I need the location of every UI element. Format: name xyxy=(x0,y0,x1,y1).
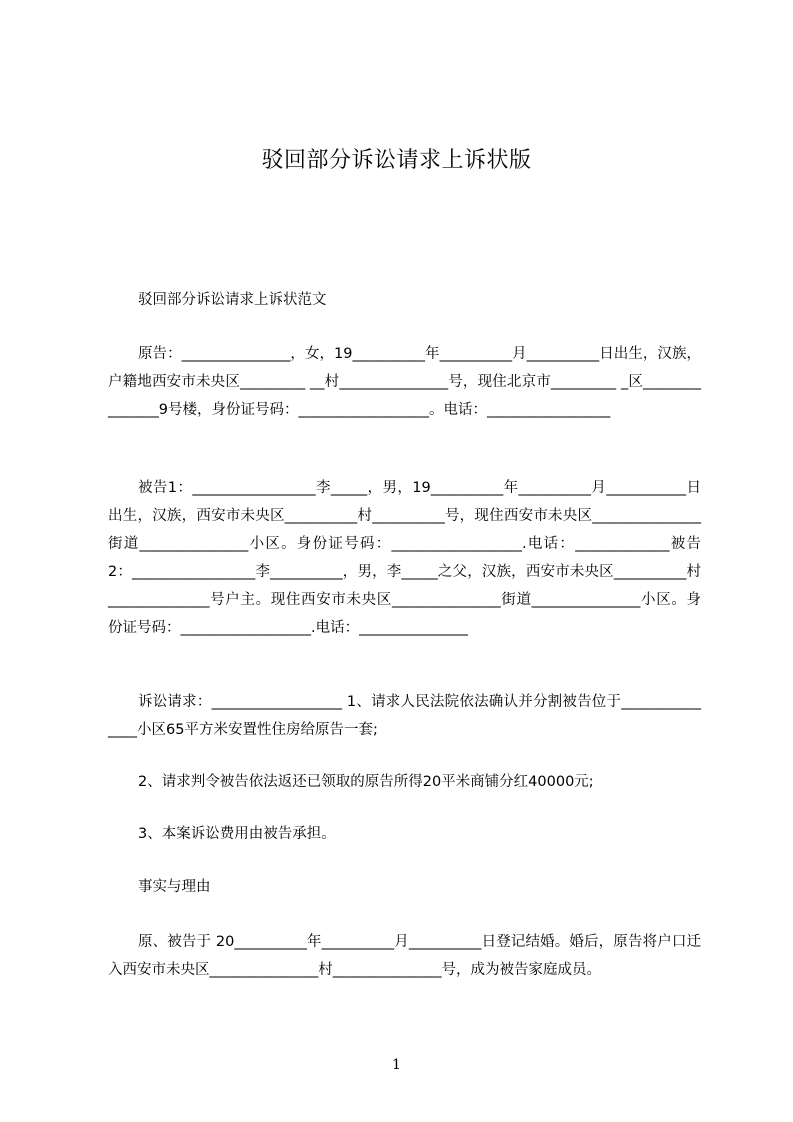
facts-heading: 事实与理由 xyxy=(138,879,211,895)
document-title: 驳回部分诉讼请求上诉状版 xyxy=(261,148,532,173)
claims-paragraph: 诉讼请求：__________________ 1、请求人民法院依法确认并分割被告位于_______________小区65平方米安置性住房给原告一套; xyxy=(108,694,701,738)
plaintiff-paragraph: 原告：_______________，女，19__________年__________月__________日出生，汉族，户籍地西安市未央区_________ __村_______________号，现住北京市_________ _区_______________9号楼，身份证号码：__________________。电话：_________________ xyxy=(108,346,701,418)
facts-paragraph: 原、被告于 20__________年__________月__________日登记结婚。婚后，原告将户口迁入西安市未央区_______________村_______________号，成为被告家庭成员。 xyxy=(108,934,701,978)
claim-3-paragraph: 3、本案诉讼费用由被告承担。 xyxy=(138,826,336,842)
page-number: 1 xyxy=(392,1057,401,1073)
subtitle-paragraph: 驳回部分诉讼请求上诉状范文 xyxy=(138,292,327,308)
defendants-paragraph: 被告1：_________________李_____，男，19__________年__________月___________日出生，汉族，西安市未央区__________村__________号，现住西安市未央区_______________街道_______________小区。身份证号码：__________________.电话：_____________被告2：_________________李__________，男，李_____之父，汉族，西安市未央区__________村______________号户主。现住西安市未央区_______________街道_______________小区。身份证号码：__________________.电话：_______________ xyxy=(108,480,701,636)
claim-2-paragraph: 2、请求判令被告依法返还已领取的原告所得20平米商铺分红40000元; xyxy=(138,774,594,790)
